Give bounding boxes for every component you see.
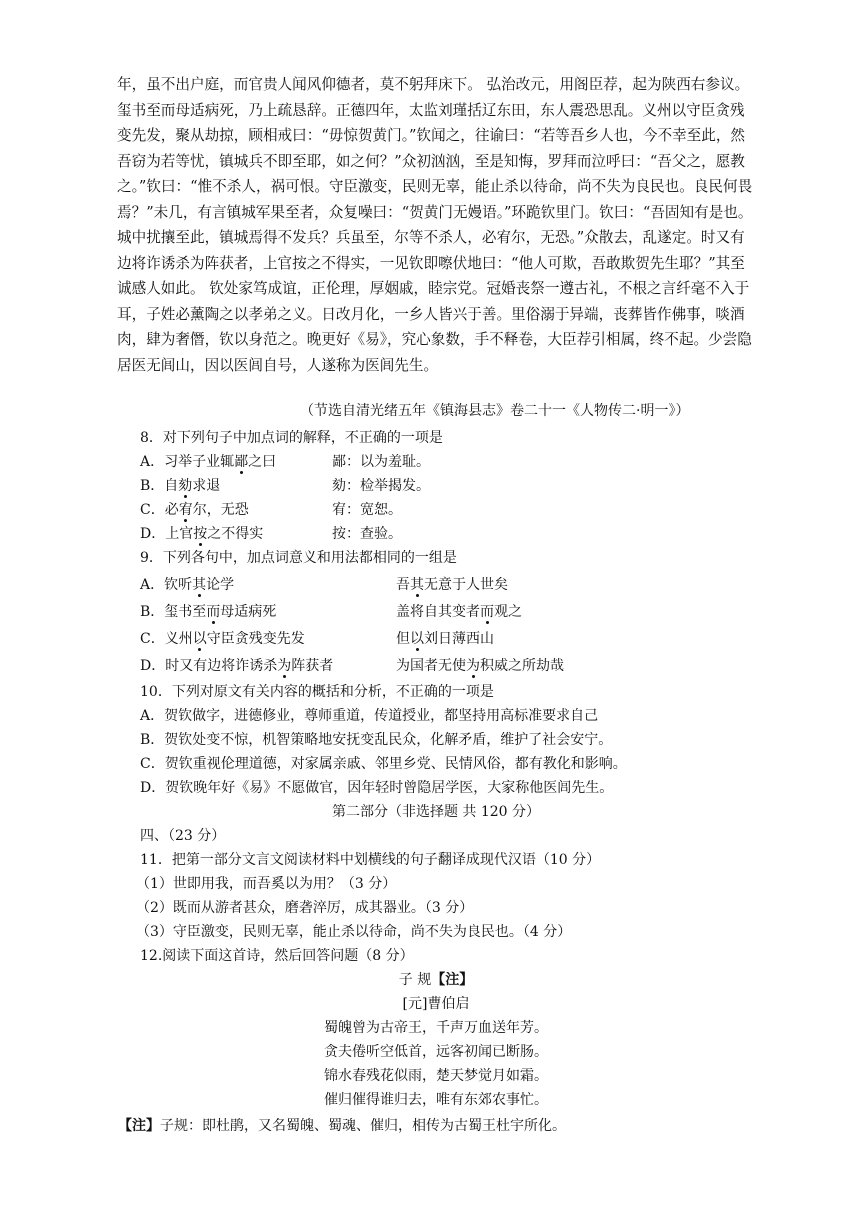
passage-source: （节选自清光绪五年《镇海县志》卷二十一《人物传二·明一》） [300,403,690,419]
dotted-word: 而 [480,604,494,620]
q11-stem: 11．把第一部分文言文阅读材料中划横线的句子翻译成现代汉语（10 分） [140,852,601,868]
dotted-word: 以 [192,631,207,647]
option-text: 玺书至 [164,604,207,620]
section-four-heading: 四、（23 分） [140,828,226,844]
option-text: 钦听 [164,577,193,593]
q8-gloss-a: 鄙：以为羞耻。 [332,454,430,470]
dotted-word: 其 [410,577,424,593]
option-text: 盖将自其变者 [396,604,480,620]
poem-title-text: 子 规 [398,972,432,988]
q11-item-3: （3）守臣激变，民则无辜，能止杀以待命，尚不失为良民也。（4 分） [136,924,572,940]
option-label: B． [140,604,165,620]
q10-option-d: D．贺钦晚年好《易》不愿做官，因年轻时曾隐居学医，大家称他医闾先生。 [140,780,614,796]
option-text: 为国者无使 [396,658,466,674]
q8-stem: 8．对下列句子中加点词的解释，不正确的一项是 [140,430,443,446]
option-text: 积威之所劫哉 [480,658,564,674]
q10-option-b: B．贺钦处变不惊，机智策略地安抚变乱民众，化解矛盾，维护了社会安宁。 [140,732,613,748]
option-text: 吾 [396,577,410,593]
poem-line-1: 蜀魄曾为古帝王，千声万血送年芳。 [324,1020,548,1036]
option-text: 论学 [206,577,235,593]
option-text: 之不得实 [207,526,264,542]
option-text: 但 [396,631,410,647]
q10-stem: 10．下列对原文有关内容的概括和分析，不正确的一项是 [140,684,494,700]
q9-option-b-right [396,602,522,622]
option-text: 必 [164,502,179,518]
poem-line-3: 锦水春残花似雨，楚天梦觉月如霜。 [324,1068,548,1084]
q9-option-d-right [396,656,564,676]
poem-title [117,970,755,990]
q8-gloss-b: 劾：检举揭发。 [332,478,430,494]
dotted-word: 以 [410,631,424,647]
poem-note-text: 子规：即杜鹃，又名蜀魄、蜀魂、催归，相传为古蜀王杜宇所化。 [160,1118,566,1134]
dotted-word: 劾 [178,478,193,494]
option-text: 守臣贪残变先发 [206,631,305,647]
dotted-word: 按 [193,526,208,542]
q9-option-d-left [140,656,333,676]
poem-note [118,1116,566,1136]
option-label: D． [140,526,166,542]
poem-author: [元]曹伯启 [402,996,470,1012]
option-label: A． [140,577,165,593]
q8-gloss-c: 宥：宽恕。 [332,502,402,518]
dotted-word: 宥 [178,502,193,518]
poem-line-4: 催归催得谁归去，唯有东郊农事忙。 [324,1092,548,1108]
q11-item-2: （2）既而从游者甚众，磨砻淬厉，成其器业。（3 分） [136,900,474,916]
q12-stem: 12.阅读下面这首诗，然后回答问题（8 分） [140,948,414,964]
q10-option-c: C．贺钦重视伦理道德，对家属亲戚、邻里乡党、民情风俗，都有教化和影响。 [140,756,627,772]
option-label: D． [140,658,166,674]
dotted-word: 为 [466,658,480,674]
option-text: 时又有边将诈诱杀 [165,658,278,674]
option-label: C． [140,502,165,518]
q8-option-d [140,524,263,544]
q9-option-b-left [140,602,276,622]
q11-item-1: （1）世即用我，而吾奚以为用？（3 分） [136,876,397,892]
option-label: A． [140,454,165,470]
poem-line-2: 贪夫倦听空低首，远客初闻已断肠。 [324,1044,548,1060]
q9-option-c-left [140,629,305,649]
dotted-word: 为 [277,658,292,674]
option-text: 之曰 [248,454,277,470]
q10-option-a: A．贺钦做字，进德修业，尊师重道，传道授业，都坚持用高标准要求自己 [140,708,599,724]
option-text: 上官 [165,526,194,542]
q9-stem: 9．下列各句中，加点词意义和用法都相同的一组是 [140,550,457,566]
option-text: 刘日薄西山 [424,631,494,647]
option-text: 求退 [192,478,221,494]
option-text: 母适病死 [220,604,277,620]
q9-option-c-right [396,629,494,649]
poem-note-label: 【注】 [118,1118,160,1134]
part-two-heading: 第二部分（非选择题 共 120 分） [331,804,541,820]
q8-gloss-d: 按：查验。 [332,526,402,542]
poem-title-note: 【注】 [431,972,474,988]
option-text: 阵获者 [291,658,334,674]
classical-passage: 年，虽不出户庭，而官贵人闻风仰德者，莫不躬拜床下。 弘治改元，用阁臣荐，起为陕西右参议。玺书至而母适病死，乃上疏恳辞。正德四年，太监刘瑾括辽东田，东人震恐思乱。义州以守臣贪残变先发，聚从劫掠，顾相戒曰：“毋惊贺黄门。”钦闻之，往谕曰：“若等吾乡人也，今不幸至此，然吾窃为若等忧，镇城兵不即至耶，如之何？”众初汹汹，至是知悔，罗拜而泣呼曰：“吾父之，愿教之。”钦曰：“惟不杀人，祸可恨。守臣激变，民则无辜，能止杀以待命，尚不失为良民也。良民何畏焉？”未几，有言镇城军果至者，众复噪曰：“贺黄门无嫚语。”环跪钦里门。钦曰：“吾固知有是也。城中扰攘至此，镇城焉得不发兵？兵虽至，尔等不杀人，必宥尔，无恐。”众散去，乱遂定。时又有边将诈诱杀为阵获者，上官按之不得实，一见钦即嚓伏地曰：“他人可欺，吾敢欺贺先生耶？”其至诚感人如此。 钦处家笃成谊，正伦理，厚姻戚，睦宗党。冠婚丧祭一遵古礼，不根之言纤毫不入于耳，子姓必薰陶之以孝弟之义。日改月化，一乡人皆兴于善。里俗溺于异端，丧葬皆作佛事，啖酒肉，肆为奢僭，钦以身范之。晚更好《易》，究心象数，手不释卷，大臣荐引相属，终不起。少尝隐居医无闾山，因以医闾自号，人遂称为医闾先生。 [117,76,753,374]
option-label: C． [140,631,165,647]
q9-option-a-left [140,575,234,595]
q8-option-a [140,452,276,472]
dotted-word: 而 [206,604,221,620]
option-text: 义州 [164,631,193,647]
option-text: 习举子业辄 [164,454,235,470]
dotted-word: 鄙 [234,454,249,470]
option-text: 自 [164,478,179,494]
option-text: 无意于人世矣 [424,577,508,593]
q8-option-c [140,500,249,520]
option-label: B． [140,478,165,494]
q9-option-a-right [396,575,508,595]
option-text: 尔，无恐 [192,502,249,518]
dotted-word: 其 [192,577,207,593]
option-text: 观之 [494,604,522,620]
q8-option-b [140,476,220,496]
